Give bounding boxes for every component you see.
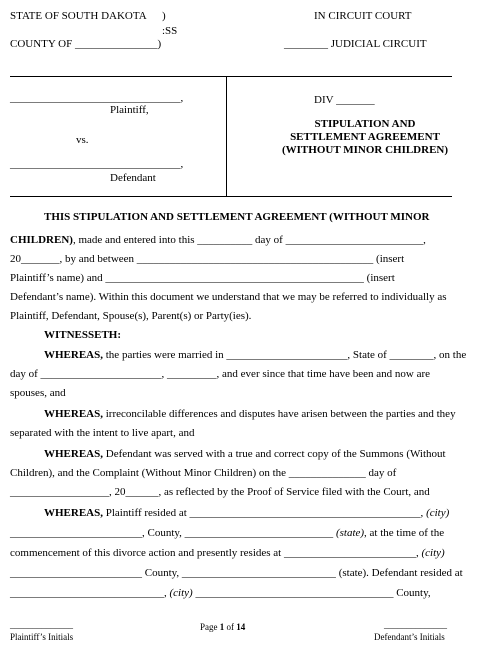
intro-line4: Plaintiff’s name) and _______________________________________________ (insert — [10, 272, 395, 284]
whereas-1-text: the parties were married in ______________________, State of ________, on the — [103, 349, 467, 361]
circuit-label: ________ JUDICIAL CIRCUIT — [284, 38, 427, 50]
whereas-4-line2-text: ________________________, County, ___________________________ — [10, 527, 336, 539]
whereas-1-line2: day of ______________________, _________, and ever since that time have been and now are — [10, 368, 431, 380]
whereas-3 — [10, 447, 468, 461]
whereas-4-line2 — [10, 526, 468, 540]
page-prefix: Page — [200, 622, 220, 632]
witnesseth-heading: WITNESSETH: — [44, 329, 122, 341]
county-label: COUNTY OF _______________) — [10, 38, 162, 50]
intro-line5: Defendant’s name). Within this document we understand that we may be referred to individually as — [10, 291, 447, 303]
state-hint: (state) — [338, 567, 367, 579]
intro-children-label: CHILDREN) — [10, 234, 73, 246]
whereas-4 — [10, 506, 468, 520]
caption-bottom-rule — [10, 196, 452, 197]
whereas-1 — [10, 348, 468, 362]
defendant-initials-label: Defendant’s Initials — [374, 632, 445, 642]
whereas-label: WHEREAS, — [44, 507, 103, 519]
whereas-2-line2: separated with the intent to live apart, and — [10, 427, 195, 439]
whereas-4-line4-tail: . Defendant resided at — [366, 567, 463, 579]
plaintiff-label: Plaintiff, — [110, 104, 149, 116]
plaintiff-initials-label: Plaintiff’s Initials — [10, 632, 74, 642]
plaintiff-initials-line: ______________ — [10, 620, 73, 630]
city-hint: (city) — [421, 547, 445, 559]
page-total: 14 — [236, 622, 246, 632]
page-indicator — [200, 622, 245, 632]
caption-top-rule — [10, 76, 452, 77]
whereas-3-line3: __________________, 20______, as reflected by the Proof of Service filed with the Court, and — [10, 486, 430, 498]
intro-line3: 20_______, by and between ___________________________________________ (insert — [10, 253, 405, 265]
vs-label: vs. — [76, 134, 89, 146]
whereas-4-line3-text: commencement of this divorce action and presently resides at ________________________, — [10, 547, 422, 559]
whereas-2 — [10, 407, 468, 421]
whereas-1-line3: spouses, and — [10, 387, 66, 399]
caption-divider — [226, 76, 227, 196]
caption-paren: ) — [162, 10, 166, 22]
plaintiff-blank: _______________________________, — [10, 92, 184, 104]
ss-label: :SS — [162, 25, 178, 37]
div-label: DIV _______ — [314, 94, 375, 106]
doc-title-line2: SETTLEMENT AGREEMENT — [290, 131, 440, 143]
doc-title-line1: STIPULATION AND — [314, 118, 416, 130]
city-hint: (city) — [426, 507, 450, 519]
intro-heading: THIS STIPULATION AND SETTLEMENT AGREEMENT (WITHOUT MINOR — [44, 211, 430, 223]
whereas-4-line5 — [10, 586, 468, 600]
whereas-4-line4-text: ________________________ County, ____________________________ — [10, 567, 339, 579]
whereas-4-text: Plaintiff resided at __________________________________________, — [103, 507, 427, 519]
defendant-blank: _______________________________, — [10, 158, 184, 170]
whereas-4-line5-text: ____________________________, — [10, 587, 170, 599]
whereas-label: WHEREAS, — [44, 408, 103, 420]
whereas-4-line3 — [10, 546, 468, 560]
city-hint: (city) — [169, 587, 193, 599]
whereas-label: WHEREAS, — [44, 349, 103, 361]
doc-title-line3: (WITHOUT MINOR CHILDREN) — [281, 144, 449, 156]
state-label: STATE OF SOUTH DAKOTA — [10, 10, 147, 22]
whereas-4-line2-tail: , at the time of the — [364, 527, 445, 539]
whereas-4-line4 — [10, 566, 468, 580]
defendant-label: Defendant — [110, 172, 156, 184]
intro-line6: Plaintiff, Defendant, Spouse(s), Parent(s) or Party(ies). — [10, 310, 252, 322]
defendant-initials-line: ______________ — [384, 620, 447, 630]
page-of: of — [224, 622, 237, 632]
whereas-3-text: Defendant was served with a true and correct copy of the Summons (Without — [103, 448, 446, 460]
state-hint: (state) — [335, 527, 365, 539]
whereas-3-line2: Children), and the Complaint (Without Minor Children) on the ______________ day of — [10, 467, 397, 479]
court-label: IN CIRCUIT COURT — [314, 10, 412, 22]
whereas-label: WHEREAS, — [44, 448, 103, 460]
intro-line2-text: , made and entered into this __________ day of _________________________, — [72, 234, 426, 246]
page-number: 1 — [219, 622, 225, 632]
intro-line2 — [10, 233, 468, 247]
whereas-2-text: irreconcilable differences and disputes have arisen between the parties and they — [103, 408, 456, 420]
whereas-4-line5-tail: ____________________________________ County, — [192, 587, 431, 599]
